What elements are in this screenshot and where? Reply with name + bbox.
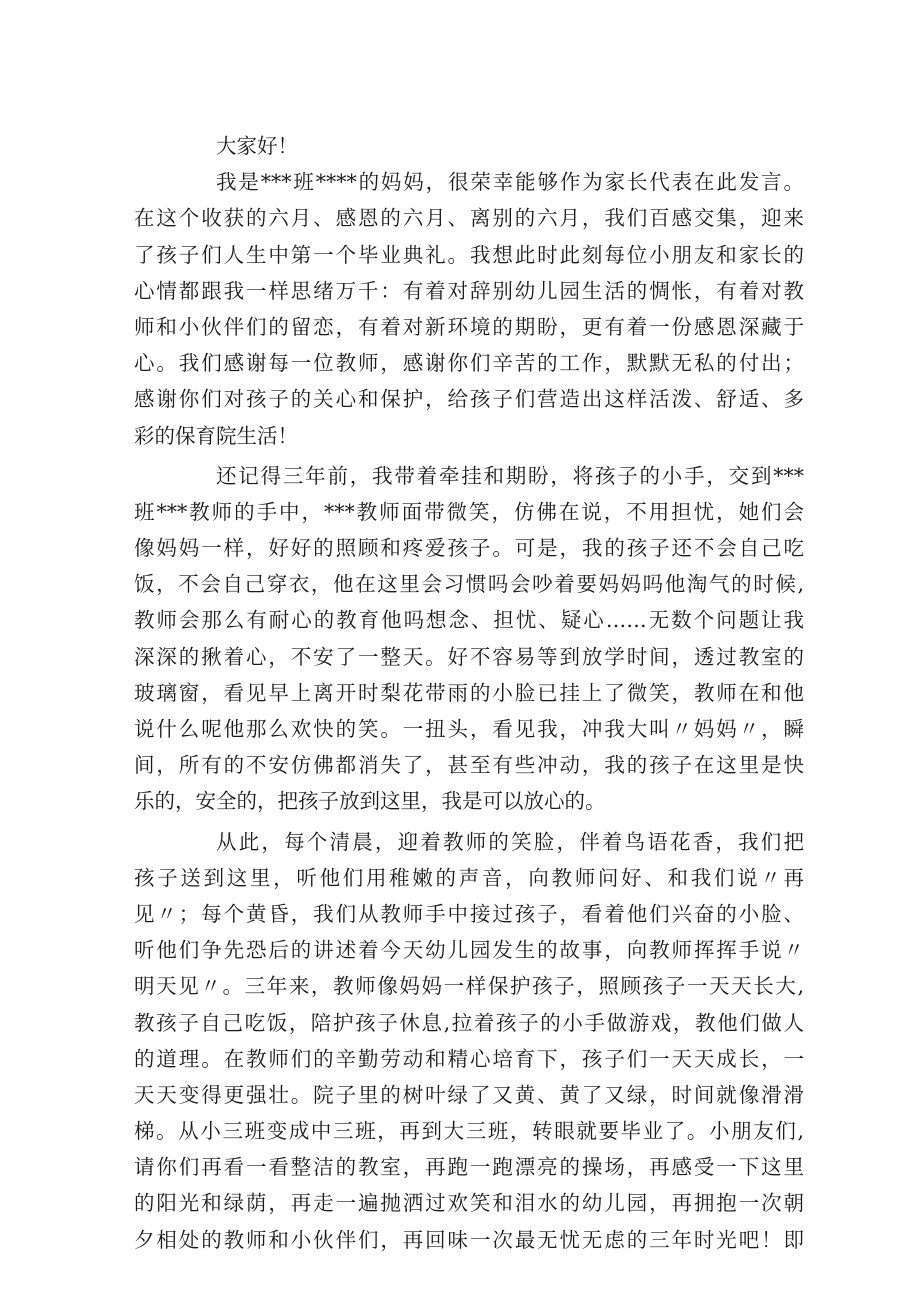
paragraph-memory bbox=[134, 458, 804, 820]
text-line: 在这个收获的六月、感恩的六月、离别的六月，我们百感交集，迎来 bbox=[134, 206, 804, 231]
text-line: 孩子送到这里，听他们用稚嫩的声音，向教师问好、和我们说〃再 bbox=[134, 865, 804, 890]
text-line: 还记得三年前，我带着牵挂和期盼，将孩子的小手，交到*** bbox=[216, 463, 804, 488]
text-line: 夕相处的教师和小伙伴们，再回味一次最无忧无虑的三年时光吧！即 bbox=[134, 1227, 804, 1252]
text-line: 我是***班****的妈妈，很荣幸能够作为家长代表在此发言。 bbox=[216, 170, 804, 195]
text-line: 感谢你们对孩子的关心和保护，给孩子们营造出这样活泼、舒适、多 bbox=[134, 387, 804, 412]
text-line: 从此，每个清晨，迎着教师的笑脸，伴着鸟语花香，我们把 bbox=[216, 829, 804, 854]
paragraph-greeting bbox=[134, 128, 804, 164]
paragraph-intro bbox=[134, 164, 804, 454]
text-line: 间，所有的不安仿佛都消失了，甚至有些冲动，我的孩子在这里是快 bbox=[134, 753, 804, 778]
paragraph-daily bbox=[134, 824, 804, 1258]
text-line: 听他们争先恐后的讲述着今天幼儿园发生的故事，向教师挥挥手说〃 bbox=[134, 938, 804, 963]
text-line: 请你们再看一看整洁的教室，再跑一跑漂亮的操场，再感受一下这里 bbox=[134, 1155, 804, 1180]
text-line: 深深的揪着心，不安了一整天。好不容易等到放学时间，透过教室的 bbox=[134, 644, 804, 669]
text-line: 说什么呢他那么欢快的笑。一扭头，看见我，冲我大叫〃妈妈〃，瞬 bbox=[134, 717, 804, 741]
text-line: 心。我们感谢每一位教师，感谢你们辛苦的工作，默默无私的付出； bbox=[134, 351, 804, 376]
text-line: 教孩子自己吃饭，陪护孩子休息,拉着孩子的小手做游戏，教他们做人 bbox=[134, 1010, 804, 1035]
text-line: 班***教师的手中，***教师面带微笑，仿佛在说，不用担忧，她们会 bbox=[134, 499, 804, 524]
text-line: 心情都跟我一样思绪万千：有着对辞别幼儿园生活的惆怅，有着对教 bbox=[134, 278, 804, 303]
text-line: 教师会那么有耐心的教育他吗想念、担忧、疑心……无数个问题让我 bbox=[134, 608, 804, 633]
text-line: 的阳光和绿荫，再走一遍抛洒过欢笑和泪水的幼儿园，再拥抱一次朝 bbox=[134, 1191, 804, 1216]
text-line: 天天变得更强壮。院子里的树叶绿了又黄、黄了又绿，时间就像滑滑 bbox=[134, 1082, 804, 1107]
text-line: 乐的，安全的，把孩子放到这里，我是可以放心的。 bbox=[134, 789, 606, 814]
text-line: 了孩子们人生中第一个毕业典礼。我想此时此刻每位小朋友和家长的 bbox=[134, 242, 804, 267]
text-line: 饭，不会自己穿衣，他在这里会习惯吗会吵着要妈妈吗他淘气的时候, bbox=[134, 572, 804, 597]
text-line: 师和小伙伴们的留恋，有着对新环境的期盼，更有着一份感恩深藏于 bbox=[134, 314, 804, 339]
text-line: 像妈妈一样，好好的照顾和疼爱孩子。可是，我的孩子还不会自己吃 bbox=[134, 536, 804, 561]
speech-text bbox=[134, 128, 804, 1258]
text-line: 明天见〃。三年来，教师像妈妈一样保护孩子，照顾孩子一天天长大, bbox=[134, 974, 804, 999]
text-line: 彩的保育院生活！ bbox=[134, 423, 298, 448]
text-line: 见〃；每个黄昏，我们从教师手中接过孩子，看着他们兴奋的小脸、 bbox=[134, 901, 804, 926]
text-line: 玻璃窗，看见早上离开时梨花带雨的小脸已挂上了微笑，教师在和他 bbox=[134, 680, 804, 705]
text-line: 的道理。在教师们的辛勤劳动和精心培育下，孩子们一天天成长，一 bbox=[134, 1046, 804, 1071]
text-line: 大家好！ bbox=[216, 134, 298, 158]
text-line: 梯。从小三班变成中三班，再到大三班，转眼就要毕业了。小朋友们, bbox=[134, 1119, 804, 1144]
